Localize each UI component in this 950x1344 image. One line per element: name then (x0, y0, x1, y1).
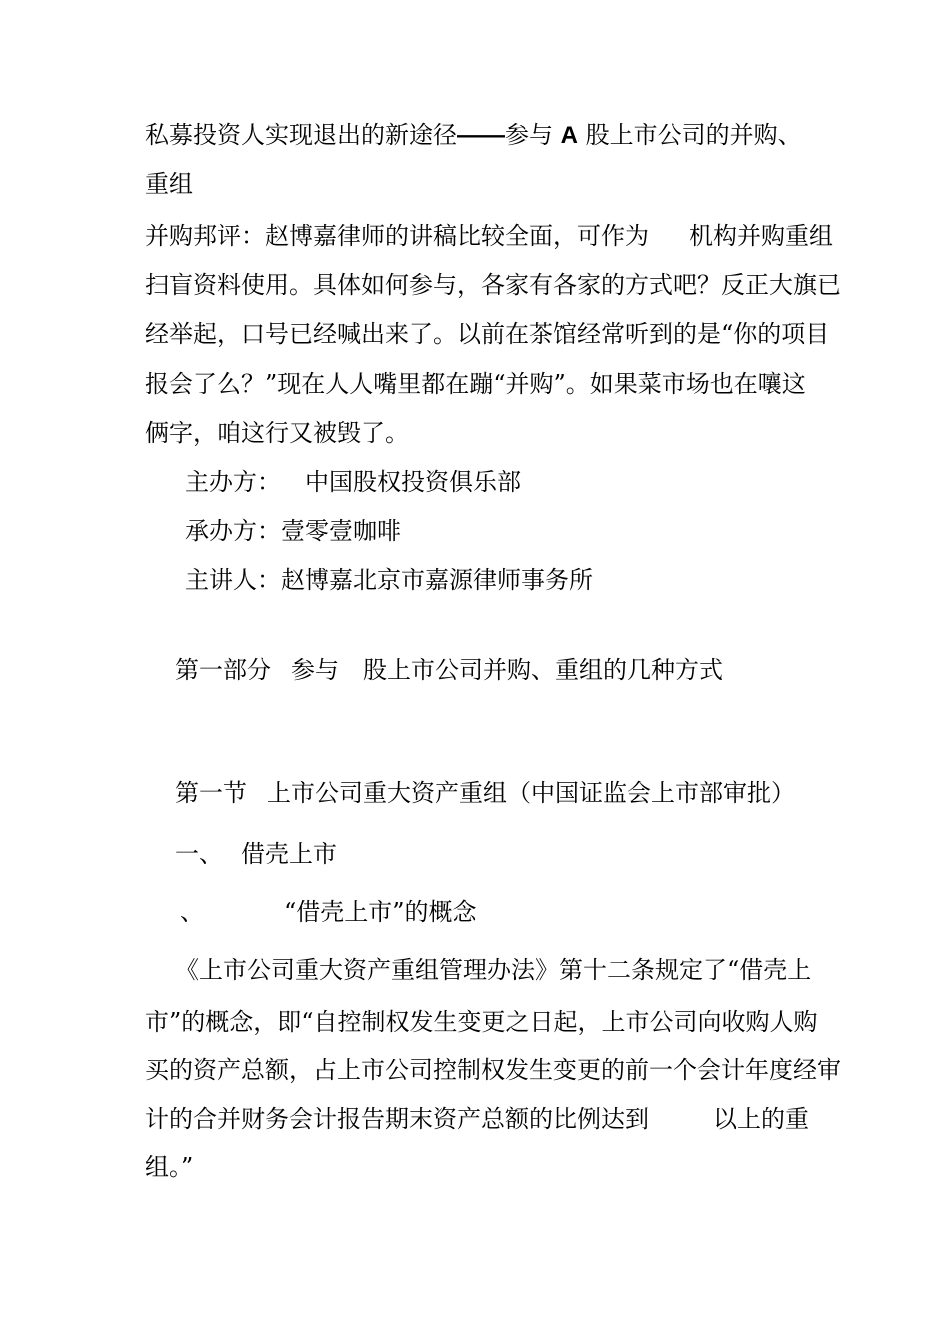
body-line4 (145, 1103, 809, 1135)
body-line4-b: 以上的重 (713, 1105, 809, 1133)
item-heading (175, 838, 337, 870)
document-title-line1 (145, 119, 802, 152)
section-label: 第一节 (175, 779, 247, 807)
co-organizer-label: 承办方： (185, 517, 281, 545)
title-dash: —— (457, 122, 505, 149)
subitem-label: 、 (180, 898, 204, 926)
intro-line1-a: 并购邦评：赵博嘉律师的讲稿比较全面，可作为 (145, 222, 649, 250)
intro-line4: 报会了么？”现在人人嘴里都在蹦“并购”。如果菜市场也在嚷这 (145, 370, 806, 398)
intro-line1 (145, 220, 833, 252)
title-text-b: 参与 (505, 121, 561, 149)
document-title-line2: 重组 (145, 170, 193, 198)
organizer-value: 中国股权投资俱乐部 (305, 468, 521, 496)
title-text-c: 股上市公司的并购、 (577, 121, 802, 149)
subitem-heading (180, 896, 477, 928)
co-organizer-value: 壹零壹咖啡 (281, 517, 401, 545)
part-heading (175, 654, 723, 686)
intro-line2: 扫盲资料使用。具体如何参与，各家有各家的方式吧？反正大旗已 (145, 271, 841, 299)
part-text-a: 参与 (291, 656, 339, 684)
speaker-label: 主讲人： (185, 566, 281, 594)
speaker-value: 赵博嘉北京市嘉源律师事务所 (281, 566, 593, 594)
organizer-line (185, 466, 521, 498)
intro-line5: 俩字，咱这行又被毁了。 (145, 419, 409, 447)
speaker-line (185, 564, 593, 596)
title-text-a: 私募投资人实现退出的新途径 (145, 121, 457, 149)
section-heading (175, 777, 795, 809)
item-text: 借壳上市 (241, 840, 337, 868)
part-label: 第一部分 (175, 656, 271, 684)
body-line4-a: 计的合并财务会计报告期末资产总额的比例达到 (145, 1105, 649, 1133)
body-line1: 《上市公司重大资产重组管理办法》第十二条规定了“借壳上 (175, 956, 812, 984)
section-text: 上市公司重大资产重组（中国证监会上市部审批） (267, 779, 795, 807)
intro-line1-b: 机构并购重组 (689, 222, 833, 250)
organizer-label: 主办方： (185, 468, 281, 496)
intro-line3: 经举起，口号已经喊出来了。以前在茶馆经常听到的是“你的项目 (145, 320, 830, 348)
title-letter-a: A (560, 122, 578, 149)
body-line5: 组。” (145, 1153, 194, 1181)
body-line2: 市”的概念，即“自控制权发生变更之日起，上市公司向收购人购 (145, 1008, 818, 1036)
part-text-b: 股上市公司并购、重组的几种方式 (363, 656, 723, 684)
co-organizer-line (185, 515, 401, 547)
item-label: 一、 (175, 840, 223, 868)
body-line3: 买的资产总额，占上市公司控制权发生变更的前一个会计年度经审 (145, 1056, 841, 1084)
subitem-text: “借壳上市”的概念 (284, 898, 477, 926)
